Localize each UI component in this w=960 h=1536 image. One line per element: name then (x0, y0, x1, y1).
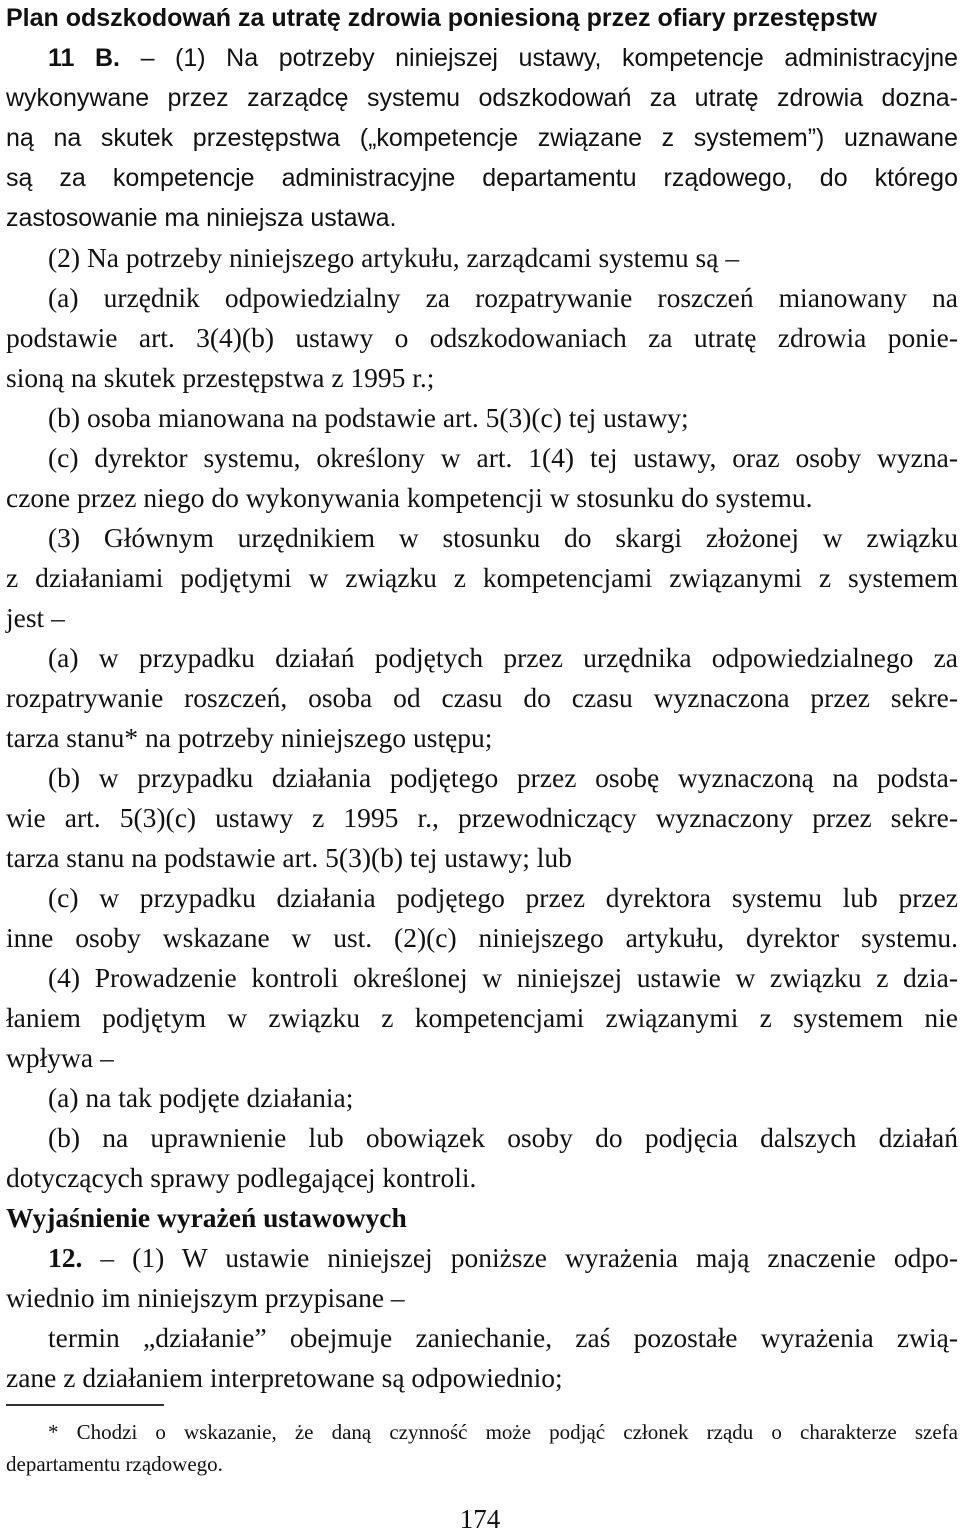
paragraph-line: zastosowanie ma niniejsza ustawa. (6, 204, 397, 232)
paragraph-line: tarza stanu na podstawie art. 5(3)(b) tej ustawy; lub (6, 842, 572, 873)
paragraph-line: zane z działaniem interpretowane są odpowiednio; (6, 1362, 563, 1393)
paragraph-line: ną na skutek przestępstwa („kompetencje związane z systemem”) uznawane (6, 124, 958, 152)
paragraph-line: łaniem podjętym w związku z kompetencjami związanymi z systemem nie (6, 1002, 958, 1033)
paragraph-line: wpływa – (6, 1042, 114, 1073)
paragraph-line: czone przez niego do wykonywania kompetencji w stosunku do systemu. (6, 482, 813, 513)
paragraph-line: inne osoby wskazane w ust. (2)(c) niniejszego artykułu, dyrektor systemu. (6, 922, 958, 953)
article-text: – (1) W ustawie niniejszej poniższe wyrażenia mają znaczenie odpo- (100, 1242, 958, 1273)
page-number: 174 (459, 1504, 501, 1534)
paragraph-line: (b) osoba mianowana na podstawie art. 5(3)(c) tej ustawy; (48, 402, 689, 433)
paragraph-line: (c) dyrektor systemu, określony w art. 1(4) tej ustawy, oraz osoby wyzna- (48, 442, 958, 473)
paragraph-line: (2) Na potrzeby niniejszego artykułu, zarządcami systemu są – (48, 242, 740, 273)
paragraph-line: (a) urzędnik odpowiedzialny za rozpatrywanie roszczeń mianowany na (48, 282, 958, 313)
paragraph-line: (c) w przypadku działania podjętego przez dyrektora systemu lub przez (48, 882, 958, 913)
article-number: 11 B. (48, 44, 120, 72)
paragraph-line: są za kompetencje administracyjne departamentu rządowego, do którego (6, 164, 958, 192)
paragraph-line: termin „działanie” obejmuje zaniechanie, zaś pozostałe wyrażenia zwią- (48, 1322, 958, 1353)
paragraph-line: wykonywane przez zarządcę systemu odszkodowań za utratę zdrowia dozna- (6, 84, 958, 112)
paragraph-line: (a) na tak podjęte działania; (48, 1082, 354, 1113)
paragraph-line: (b) na uprawnienie lub obowiązek osoby do podjęcia dalszych działań (48, 1122, 958, 1153)
paragraph-line: (3) Głównym urzędnikiem w stosunku do skargi złożonej w związku (48, 522, 958, 553)
section-heading-statutory-terms: Wyjaśnienie wyrażeń ustawowych (6, 1202, 407, 1233)
article-11b-line-1 (48, 38, 958, 78)
article-text: – (1) Na potrzeby niniejszej ustawy, kompetencje administracyjne (140, 44, 958, 72)
paragraph-line: wie art. 5(3)(c) ustawy z 1995 r., przewodniczący wyznaczony przez sekre- (6, 802, 958, 833)
paragraph-line: podstawie art. 3(4)(b) ustawy o odszkodowaniach za utratę zdrowia ponie- (6, 322, 958, 353)
paragraph-line: dotyczących sprawy podlegającej kontroli. (6, 1162, 477, 1193)
paragraph-line: wiednio im niniejszym przypisane – (6, 1282, 405, 1313)
paragraph-line: tarza stanu* na potrzeby niniejszego ustępu; (6, 722, 493, 753)
paragraph-line: z działaniami podjętymi w związku z kompetencjami związanymi z systemem (6, 562, 958, 593)
section-heading-victims-compensation: Plan odszkodowań za utratę zdrowia poniesioną przez ofiary przestępstw (6, 4, 877, 32)
paragraph-line: (4) Prowadzenie kontroli określonej w niniejszej ustawie w związku z dzia- (48, 962, 958, 993)
paragraph-line: (b) w przypadku działania podjętego przez osobę wyznaczoną na podsta- (48, 762, 958, 793)
footnote-line-1: * Chodzi o wskazanie, że daną czynność może podjąć członek rządu o charakterze szefa (48, 1420, 958, 1444)
footnote-line-2: departamentu rządowego. (6, 1452, 223, 1476)
article-number: 12. (48, 1242, 83, 1273)
article-12-line-1 (48, 1238, 958, 1278)
paragraph-line: (a) w przypadku działań podjętych przez urzędnika odpowiedzialnego za (48, 642, 958, 673)
footnote-divider (6, 1404, 164, 1406)
paragraph-line: jest – (6, 602, 65, 633)
paragraph-line: sioną na skutek przestępstwa z 1995 r.; (6, 362, 435, 393)
paragraph-line: rozpatrywanie roszczeń, osoba od czasu do czasu wyznaczona przez sekre- (6, 682, 958, 713)
